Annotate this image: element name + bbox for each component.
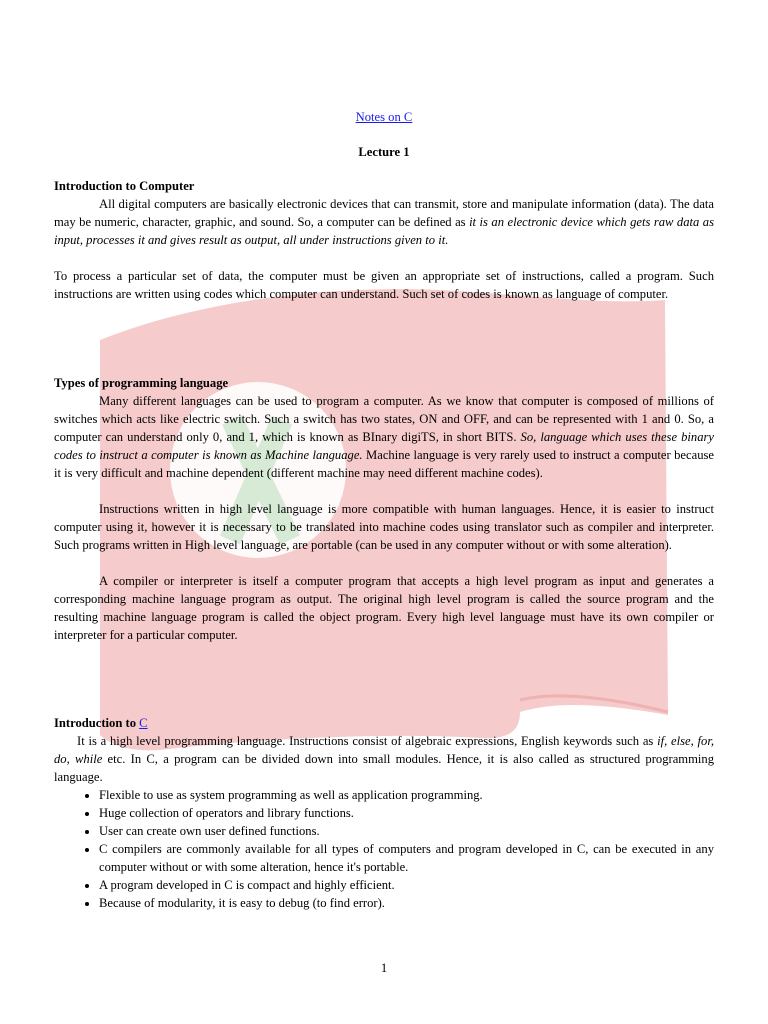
section-heading: Introduction to Computer	[54, 179, 195, 193]
list-item: • C compilers are commonly available for all types of computers and program developed in C, can be executed in any computer without or with some alteration, hence it's portable.	[99, 840, 714, 876]
heading-text: Introduction to	[54, 716, 140, 730]
definition-italic: it is an electronic device which gets raw data as input, processes it and gives result as output, all under instructions given to it.	[54, 215, 714, 247]
paragraph-text: All digital computers are basically electronic devices that can transmit, store and manipulate information (data). The data may be numeric, character, graphic, and sound. So, a computer can be defined as	[54, 197, 714, 229]
section-programming-language-types	[54, 374, 714, 644]
page-number: 1	[380, 961, 388, 975]
list-item: • A program developed in C is compact and highly efficient.	[99, 876, 714, 894]
paragraph-text: Machine language is very rarely used to instruct a computer because it is very difficult and machine dependent (different machine may need different machine codes).	[54, 448, 714, 480]
paragraph: A compiler or interpreter is itself a computer program that accepts a high level program as input and generates a corresponding machine language program as output. The original high level program is called the source program and the resulting machine language program is called the object program. Every high level language must have its own compiler or interpreter for a particular computer.	[54, 574, 714, 642]
c-link[interactable]: C	[139, 716, 148, 730]
title-link[interactable]: Notes on C	[355, 110, 413, 124]
section-heading	[54, 714, 714, 732]
list-item: • User can create own user defined functions.	[99, 822, 714, 840]
paragraph: Instructions written in high level language is more compatible with human languages. Hence, it is easier to instruct computer using it, however it is necessary to be translated into machine codes using translator such as compiler and interpreter. Such programs written in High level language, are portable (can be used in any computer without or with some alteration).	[54, 502, 714, 552]
lecture-heading: Lecture 1	[358, 145, 410, 159]
list-item: • Flexible to use as system programming as well as application programming.	[99, 786, 714, 804]
list-item: • Huge collection of operators and library functions.	[99, 804, 714, 822]
document-title	[54, 108, 714, 126]
paragraph	[54, 732, 714, 786]
paragraph	[54, 195, 714, 249]
list-item: • Because of modularity, it is easy to debug (to find error).	[99, 894, 714, 912]
paragraph	[54, 392, 714, 482]
paragraph-text: etc. In C, a program can be divided down into small modules. Hence, it is also called as structured programming language.	[54, 752, 714, 784]
section-intro-computer	[54, 177, 714, 303]
feature-list	[54, 786, 714, 912]
definition-italic: So, language which uses these binary codes to instruct a computer is known as Machine language.	[54, 430, 714, 462]
section-intro-c	[54, 714, 714, 912]
paragraph-text: Many different languages can be used to program a computer. As we know that computer is composed of millions of switches which acts like electric switch. Such a switch has two states, ON and OFF, and can be represented with 1 and 0. So, a computer can understand only 0, and 1, which is known as BInary digiTS, in short BITS.	[54, 394, 714, 444]
paragraph-text: It is a high level programming language. Instructions consist of algebraic expressions, English keywords such as	[77, 734, 658, 748]
paragraph: To process a particular set of data, the computer must be given an appropriate set of instructions, called a program. Such instructions are written using codes which computer can understand. Such set of codes is known as language of computer.	[54, 269, 714, 301]
section-heading: Types of programming language	[54, 376, 229, 390]
keywords-italic: if, else, for, do, while	[54, 734, 714, 766]
